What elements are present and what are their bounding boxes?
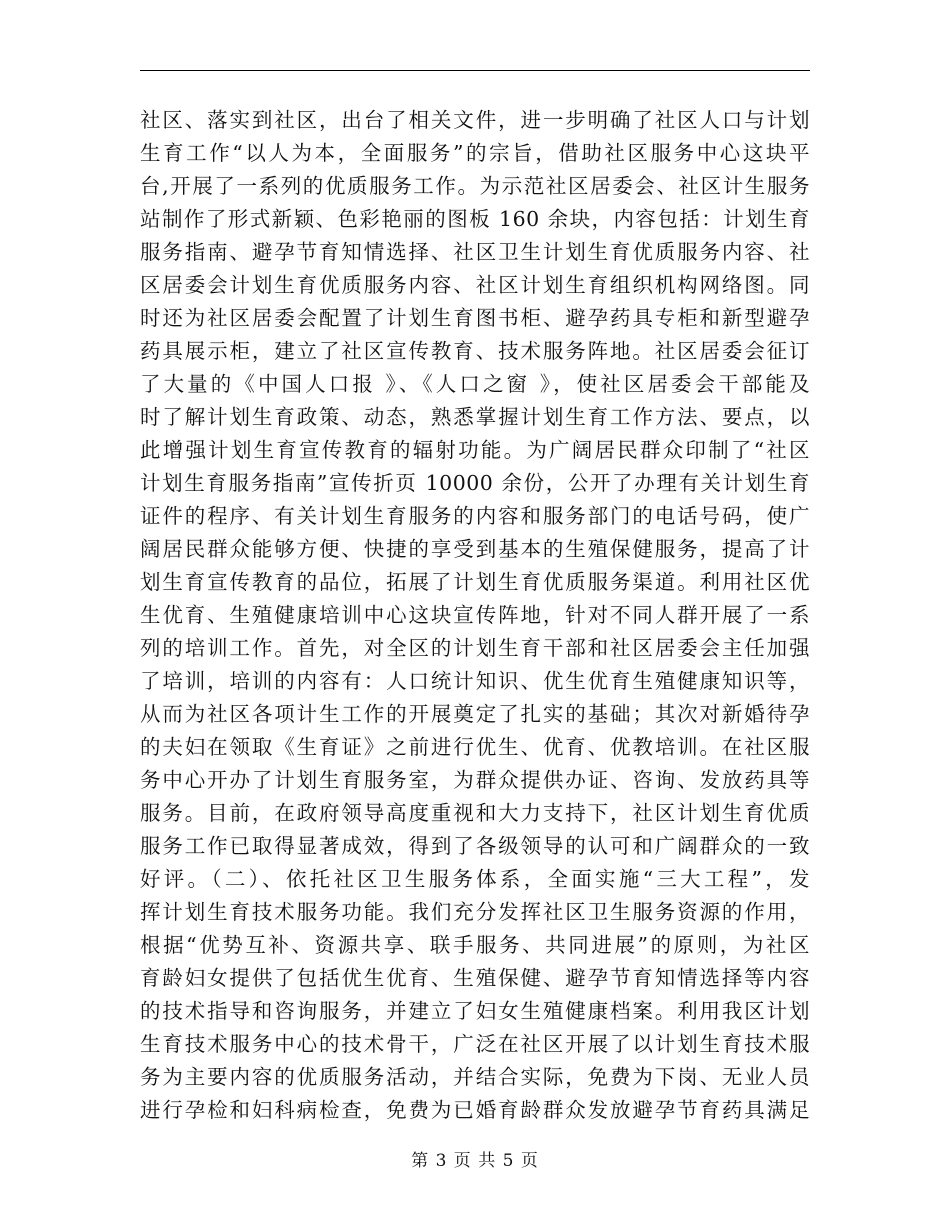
text-line: 区居委会计划生育优质服务内容、社区计划生育组织机构网络图。同 <box>140 273 810 297</box>
text-line: 服务指南、避孕节育知情选择、社区卫生计划生育优质服务内容、社 <box>140 240 810 264</box>
text-line: 服务。目前，在政府领导高度重视和大力支持下，社区计划生育优质 <box>140 801 810 825</box>
text-line: 进行孕检和妇科病检查，免费为已婚育龄群众发放避孕节育药具满足 <box>140 1098 810 1122</box>
text-line: 计划生育服务指南”宣传折页 10000 余份，公开了办理有关计划生育 <box>140 471 810 495</box>
text-line: 站制作了形式新颖、色彩艳丽的图板 160 余块，内容包括：计划生育 <box>140 207 810 231</box>
text-line: 从而为社区各项计生工作的开展奠定了扎实的基础；其次对新婚待孕 <box>140 702 810 726</box>
text-line: 了培训，培训的内容有：人口统计知识、优生优育生殖健康知识等， <box>140 669 810 693</box>
text-line: 生育技术服务中心的技术骨干，广泛在社区开展了以计划生育技术服 <box>140 1032 810 1056</box>
text-line: 好评。（二）、依托社区卫生服务体系，全面实施“三大工程”，发 <box>140 867 810 891</box>
text-line: 务中心开办了计划生育服务室，为群众提供办证、咨询、发放药具等 <box>140 768 810 792</box>
text-line: 育龄妇女提供了包括优生优育、生殖保健、避孕节育知情选择等内容 <box>140 966 810 990</box>
text-line: 挥计划生育技术服务功能。我们充分发挥社区卫生服务资源的作用， <box>140 900 810 924</box>
text-line: 生优育、生殖健康培训中心这块宣传阵地，针对不同人群开展了一系 <box>140 603 810 627</box>
text-line: 时了解计划生育政策、动态，熟悉掌握计划生育工作方法、要点，以 <box>140 405 810 429</box>
text-line: 生育工作“以人为本，全面服务”的宗旨，借助社区服务中心这块平 <box>140 141 810 165</box>
text-line: 了大量的《中国人口报 》、《人口之窗 》，使社区居委会干部能及 <box>140 372 810 396</box>
text-line: 列的培训工作。首先，对全区的计划生育干部和社区居委会主任加强 <box>140 636 810 660</box>
text-line: 此增强计划生育宣传教育的辐射功能。为广阔居民群众印制了“社区 <box>140 438 810 462</box>
body-text <box>140 104 810 1127</box>
text-line: 划生育宣传教育的品位，拓展了计划生育优质服务渠道。利用社区优 <box>140 570 810 594</box>
text-line: 证件的程序、有关计划生育服务的内容和服务部门的电话号码，使广 <box>140 504 810 528</box>
text-line: 的夫妇在领取《生育证》之前进行优生、优育、优教培训。在社区服 <box>140 735 810 759</box>
text-line: 台,开展了一系列的优质服务工作。为示范社区居委会、社区计生服务 <box>140 174 810 198</box>
text-line: 社区、落实到社区，出台了相关文件，进一步明确了社区人口与计划 <box>140 108 810 132</box>
page-number: 第 3 页 共 5 页 <box>411 1151 539 1171</box>
text-line: 务为主要内容的优质服务活动，并结合实际，免费为下岗、无业人员 <box>140 1065 810 1089</box>
text-line: 时还为社区居委会配置了计划生育图书柜、避孕药具专柜和新型避孕 <box>140 306 810 330</box>
text-line: 服务工作已取得显著成效，得到了各级领导的认可和广阔群众的一致 <box>140 834 810 858</box>
text-line: 阔居民群众能够方便、快捷的享受到基本的生殖保健服务，提高了计 <box>140 537 810 561</box>
text-line: 的技术指导和咨询服务，并建立了妇女生殖健康档案。利用我区计划 <box>140 999 810 1023</box>
text-line: 药具展示柜，建立了社区宣传教育、技术服务阵地。社区居委会征订 <box>140 339 810 363</box>
header-rule <box>140 70 810 71</box>
text-line: 根据“优势互补、资源共享、联手服务、共同进展”的原则，为社区 <box>140 933 810 957</box>
